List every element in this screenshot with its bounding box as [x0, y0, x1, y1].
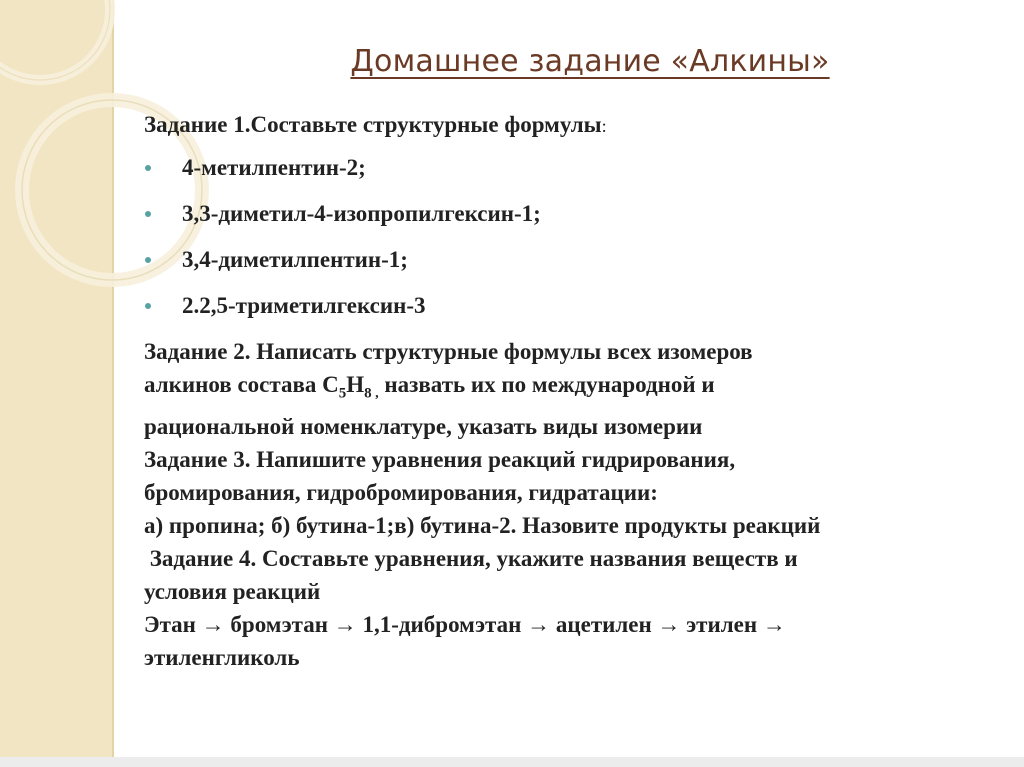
- task3-line-1: Задание 3. Напишите уравнения реакций гидрирования,: [144, 447, 736, 472]
- task1-heading-colon: :: [601, 116, 607, 136]
- list-item: [144, 197, 1004, 230]
- decorative-ring-small-outline: [0, 0, 110, 80]
- task3-line-3: а) пропина; б) бутина-1;в) бутина-2. Назовите продукты реакций: [144, 513, 821, 538]
- task4-line-1: Задание 4. Составьте уравнения, укажите названия веществ и: [144, 546, 798, 571]
- task4-line-4: этиленгликоль: [144, 645, 300, 670]
- task1-list: [144, 151, 1004, 322]
- list-item-text: 3,3-диметил-4-изопропилгексин-1;: [182, 201, 541, 226]
- list-item-text: 2.2,5-триметилгексин-3: [182, 293, 426, 318]
- list-item: [144, 289, 1004, 322]
- task4-line-2: условия реакций: [144, 579, 321, 604]
- list-item: [144, 243, 1004, 276]
- bullet-icon: [145, 211, 151, 217]
- task3-line-2: бромирования, гидробромирования, гидратации:: [144, 480, 658, 505]
- slide-title: Домашнее задание «Алкины»: [350, 44, 830, 79]
- task2-line-2: [144, 368, 1004, 410]
- list-item-text: 3,4-диметилпентин-1;: [182, 247, 408, 272]
- bullet-icon: [145, 165, 151, 171]
- list-item: [144, 151, 1004, 184]
- task2-line-2-prefix: алкинов состава C: [144, 372, 339, 397]
- formula-subscript-comma: ,: [371, 386, 379, 401]
- task1-heading: [144, 108, 1004, 143]
- task2-line-2-suffix: назвать их по международной и: [378, 372, 715, 397]
- bullet-icon: [145, 257, 151, 263]
- decorative-ring-small: [0, 0, 110, 80]
- bottom-bar: [0, 757, 1024, 767]
- formula-subscript-8: 8: [364, 385, 372, 402]
- task2-paragraph: [144, 335, 1004, 443]
- slide-body: [144, 108, 1004, 674]
- task2-line-1: Задание 2. Написать структурные формулы всех изомеров: [144, 339, 753, 364]
- formula-h: H: [346, 372, 365, 397]
- formula-subscript-5: 5: [338, 385, 347, 402]
- task3-paragraph: [144, 443, 1004, 542]
- task2-line-3: рациональной номенклатуре, указать виды изомерии: [144, 414, 703, 439]
- task1-heading-text: Задание 1.Составьте структурные формулы: [144, 112, 602, 137]
- task4-line-3: Этан → бромэтан → 1,1-дибромэтан → ацетилен → этилен →: [144, 612, 786, 637]
- list-item-text: 4-метилпентин-2;: [182, 155, 366, 180]
- bullet-icon: [145, 303, 151, 309]
- task4-paragraph: [144, 542, 1004, 674]
